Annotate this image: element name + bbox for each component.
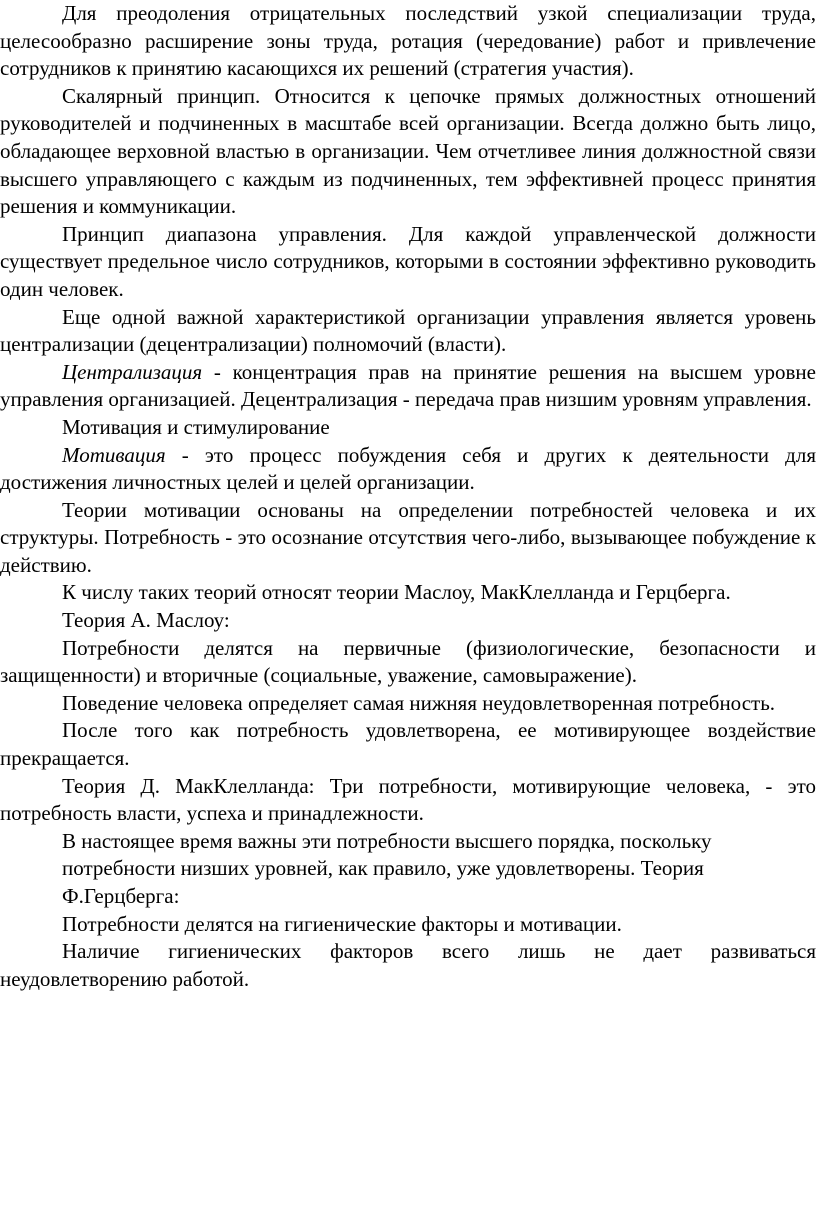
paragraph-text: Скалярный принцип. Относится к цепочке прямых должностных отношений руководителей и подчиненных в масштабе всей организации. Всегда должно быть лицо, обладающее верховной властью в организации. Чем отчетливее линия должностной связи высшего управляющего с каждым из подчиненных, тем эффективней процесс принятия решения и коммуникации. — [0, 83, 816, 219]
paragraph — [0, 359, 816, 414]
paragraph — [0, 579, 816, 607]
paragraph-text: Теория Д. МакКлелланда: Три потребности, мотивирующие человека, - это потребность власти, успеха и принадлежности. — [0, 773, 816, 826]
paragraph — [0, 855, 816, 883]
paragraph-text: Еще одной важной характеристикой организации управления является уровень централизации (децентрализации) полномочий (власти). — [0, 304, 816, 357]
section-heading — [0, 414, 816, 442]
paragraph — [0, 828, 816, 856]
paragraph-text: потребности низших уровней, как правило, уже удовлетворены. Теория — [62, 856, 704, 881]
paragraph — [0, 911, 816, 939]
paragraph — [0, 497, 816, 580]
paragraph — [0, 938, 816, 993]
paragraph-text: Поведение человека определяет самая нижняя неудовлетворенная потребность. — [62, 690, 776, 715]
term-centralization: Централизация — [62, 359, 203, 384]
paragraph — [0, 221, 816, 304]
paragraph-text: - это процесс побуждения себя и других к деятельности для достижения личностных целей и целей организации. — [0, 442, 816, 495]
paragraph-text: Потребности делятся на гигиенические факторы и мотивации. — [62, 911, 622, 936]
paragraph — [0, 690, 816, 718]
paragraph — [0, 883, 816, 911]
paragraph — [0, 83, 816, 221]
paragraph — [0, 607, 816, 635]
paragraph-text: Ф.Герцберга: — [62, 884, 180, 908]
paragraph-text: Наличие гигиенических факторов всего лишь не дает развиваться неудовлетворению работой. — [0, 939, 816, 991]
paragraph — [0, 773, 816, 828]
paragraph-text: Для преодоления отрицательных последствий узкой специализации труда, целесообразно расширение зоны труда, ротация (чередование) работ и привлечение сотрудников к принятию касающихся их решений (стратегия участия). — [0, 1, 816, 81]
paragraph — [0, 635, 816, 690]
paragraph-text: После того как потребность удовлетворена, ее мотивирующее воздействие прекращается. — [0, 718, 816, 771]
paragraph-text: В настоящее время важны эти потребности высшего порядка, поскольку — [62, 828, 712, 853]
paragraph-text: Теория А. Маслоу: — [62, 608, 230, 633]
term-motivation: Мотивация — [62, 442, 166, 467]
paragraph-text: Потребности делятся на первичные (физиологические, безопасности и защищенности) и вторичные (социальные, уважение, самовыражение). — [0, 635, 816, 688]
paragraph — [0, 442, 816, 497]
paragraph-text: - концентрация прав на принятие решения на высшем уровне управления организацией. Децентрализация - передача прав низшим уровням управления. — [0, 359, 816, 412]
paragraph-text: Принцип диапазона управления. Для каждой управленческой должности существует предельное число сотрудников, которыми в состоянии эффективно руководить один человек. — [0, 221, 816, 301]
paragraph-text: К числу таких теорий относят теории Маслоу, МакКлелланда и Герцберга. — [62, 580, 731, 605]
paragraph-text: Теории мотивации основаны на определении потребностей человека и их структуры. Потребность - это осознание отсутствия чего-либо, вызывающее побуждение к действию. — [0, 497, 816, 577]
paragraph-text: Мотивация и стимулирование — [62, 414, 330, 439]
paragraph — [0, 717, 816, 772]
paragraph — [0, 304, 816, 359]
paragraph — [0, 0, 816, 83]
